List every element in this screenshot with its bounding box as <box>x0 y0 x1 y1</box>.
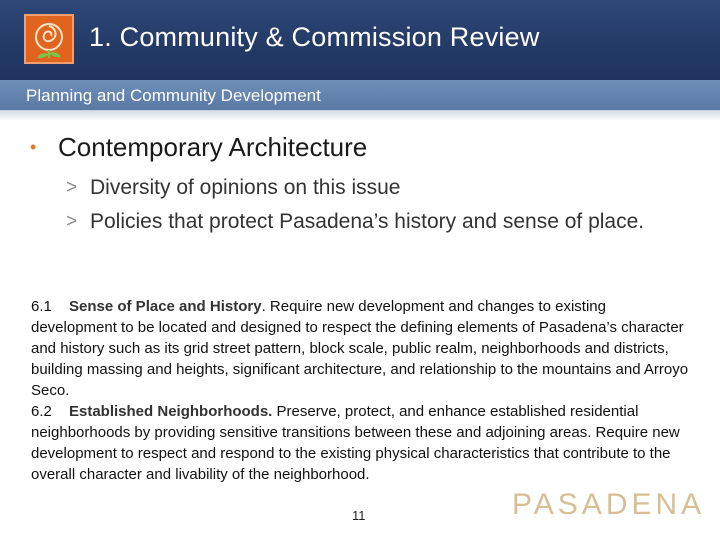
policy-number: 6.2 <box>31 403 52 420</box>
chevron-right-icon: > <box>66 177 78 198</box>
main-bullet-text: Contemporary Architecture <box>58 132 368 162</box>
subtitle-bar <box>0 80 720 111</box>
pasadena-wordmark: PASADENA <box>512 488 706 521</box>
slide-subtitle: Planning and Community Development <box>26 86 321 105</box>
page-number: 11 <box>352 508 366 523</box>
sub-bullet <box>66 172 706 203</box>
sub-bullet <box>66 206 706 237</box>
header-bar <box>0 0 720 80</box>
policy-number: 6.1 <box>31 298 52 315</box>
chevron-right-icon: > <box>66 211 78 232</box>
rose-logo-icon <box>24 14 74 64</box>
policy-body: Preserve, protect, and enhance established residential neighborhoods by providing sensitive transitions between these and adjoining areas. Require new development to respect and respond to the existing physical characteristics that contribute to the overall character and livability of the neighborhood. <box>31 403 680 483</box>
sub-bullet-text: Diversity of opinions on this issue <box>90 176 401 199</box>
policy-body: . Require new development and changes to existing development to be located and designed to respect the defining elements of Pasadena’s character and history such as its grid street pattern, block scale, public realm, neighborhoods and districts, building massing and heights, significant architecture, and relationship to the mountains and Arroyo Seco. <box>31 298 689 399</box>
policy-heading: Established Neighborhoods. <box>69 403 273 420</box>
main-bullet <box>30 132 367 163</box>
header-shadow <box>0 111 720 121</box>
policy-paragraph <box>31 296 691 401</box>
bullet-dot-icon: • <box>30 137 37 157</box>
slide-title: 1. Community & Commission Review <box>89 22 540 52</box>
policy-text-block <box>31 296 691 485</box>
policy-paragraph <box>31 401 691 485</box>
sub-bullet-text: Policies that protect Pasadena’s history and sense of place. <box>90 210 645 233</box>
policy-heading: Sense of Place and History <box>69 298 262 315</box>
